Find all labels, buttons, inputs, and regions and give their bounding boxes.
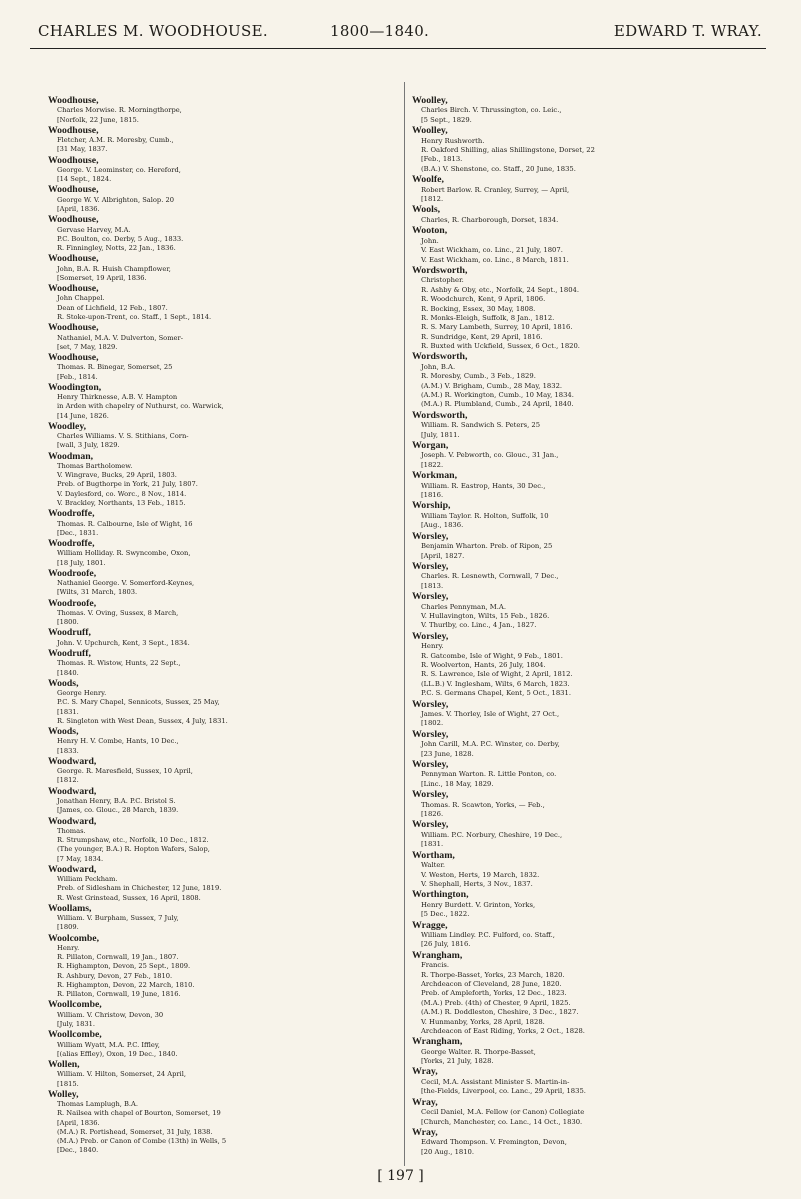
entry-name: Wordsworth,	[412, 351, 468, 363]
entry	[48, 422, 408, 451]
entry-line: V. Shephall, Herts, 3 Nov., 1837.	[421, 879, 533, 888]
entry	[48, 599, 408, 628]
entry-line: William. P.C. Norbury, Cheshire, 19 Dec.,	[421, 830, 563, 839]
entry-line: [5 Sept., 1829.	[421, 115, 472, 124]
entry-line: [Yorks, 21 July, 1828.	[421, 1057, 494, 1066]
entry-line: Nathaniel, M.A. V. Dulverton, Somer-	[57, 333, 183, 342]
entry-name: Wray,	[412, 1126, 438, 1138]
entry-name: Wray,	[412, 1066, 438, 1078]
entry-line: R. Thorpe-Basset, Yorks, 23 March, 1820.	[421, 970, 565, 979]
entry	[48, 126, 408, 155]
entry-line: William. V. Hilton, Somerset, 24 April,	[57, 1070, 186, 1079]
entry-line: [26 July, 1816.	[421, 940, 471, 949]
entry-line: William. V. Christow, Devon, 30	[57, 1010, 164, 1019]
entry-line: Archdeacon of East Riding, Yorks, 2 Oct., 1828.	[421, 1026, 585, 1035]
entry-line: in Arden with chapelry of Nuthurst, co. Warwick,	[57, 402, 224, 411]
entry-line: [1815.	[57, 1079, 79, 1088]
entry-line: R. Ashby & Oby, etc., Norfolk, 24 Sept., 1804.	[421, 285, 580, 294]
entry	[412, 501, 777, 530]
entry-line: Thomas.	[57, 826, 86, 835]
entry-line: Henry Thirknesse, A.B. V. Hampton	[57, 393, 178, 402]
entry-line: R. Finningley, Notts, 22 Jan., 1836.	[57, 244, 176, 253]
entry	[48, 628, 408, 648]
entry-name: Worsley,	[412, 591, 449, 603]
entry-line: [20 Aug., 1810.	[421, 1147, 475, 1156]
entry	[48, 156, 408, 185]
entry-line: P.C. S. Germans Chapel, Kent, 5 Oct., 1831.	[421, 689, 571, 698]
entry-line: [Dec., 1840.	[57, 1146, 99, 1155]
entry-line: Thomas. R. Scawton, Yorks, — Feb.,	[421, 800, 545, 809]
entry-line: [1800.	[57, 618, 79, 627]
entry-line: Henry Rushworth.	[421, 136, 485, 145]
entry-line: [James, co. Glouc., 28 March, 1839.	[57, 806, 179, 815]
entry-line: [April, 1836.	[57, 1118, 100, 1127]
entry	[412, 951, 777, 1036]
entry-line: [April, 1836.	[57, 205, 100, 214]
entry-line: R. Stoke-upon-Trent, co. Staff., 1 Sept., 1814.	[57, 312, 212, 321]
entry-line: William Taylor. R. Holton, Suffolk, 10	[421, 511, 549, 520]
entry-name: Woodhouse,	[48, 214, 99, 226]
entry	[48, 1030, 408, 1059]
entry	[48, 452, 408, 509]
entry-line: [1822.	[421, 460, 444, 469]
entry-name: Woodward,	[48, 755, 97, 767]
entry-name: Woodhouse,	[48, 154, 99, 166]
left-column	[48, 96, 408, 1157]
entry	[48, 865, 408, 903]
entry-name: Woollcombe,	[48, 1029, 102, 1041]
entry-line: [14 Sept., 1824.	[57, 175, 112, 184]
entry-line: [14 June, 1826.	[57, 411, 109, 420]
entry-line: Pennyman Warton. R. Little Ponton, co.	[421, 770, 557, 779]
entry	[412, 471, 777, 500]
entry	[412, 790, 777, 819]
entry-line: (LL.B.) V. Inglesham, Wilts, 6 March, 1823.	[421, 679, 570, 688]
header-left: CHARLES M. WOODHOUSE.	[38, 22, 268, 40]
entry	[48, 539, 408, 568]
entry	[48, 254, 408, 283]
entry-line: Cecil Daniel, M.A. Fellow (or Canon) Collegiate	[421, 1108, 585, 1117]
entry-line: R. Pillaton, Cornwall, 19 June, 1816.	[57, 990, 181, 999]
header-center: 1800—1840.	[330, 22, 430, 40]
entry-line: [1802.	[421, 719, 444, 728]
entry-line: Charles, R. Charborough, Dorset, 1834.	[421, 215, 559, 224]
entry-line: V. East Wickham, co. Linc., 21 July, 1807.	[421, 246, 563, 255]
entry	[48, 284, 408, 322]
entry-name: Woodhouse,	[48, 124, 99, 136]
entry-name: Woollams,	[48, 902, 92, 914]
entry	[48, 904, 408, 933]
entry-line: George. R. Maresfield, Sussex, 10 April,	[57, 767, 193, 776]
entry-name: Wray,	[412, 1096, 438, 1108]
entry-line: John Chappel.	[57, 294, 105, 303]
entry-line: Preb. of Ampleforth, Yorks, 12 Dec., 1823.	[421, 989, 567, 998]
entry-line: (M.A.) Preb. or Canon of Combe (13th) in Wells, 5	[57, 1137, 227, 1146]
entry-line: Nathaniel George. V. Somerford-Keynes,	[57, 579, 195, 588]
entry-line: John.	[421, 236, 439, 245]
entry-name: Worthington,	[412, 889, 469, 901]
entry-line: [1833.	[57, 746, 79, 755]
entry	[412, 1067, 777, 1096]
entry-line: [Dec., 1831.	[57, 528, 99, 537]
entry-line: R. Bocking, Essex, 30 May, 1808.	[421, 304, 536, 313]
entry-line: P.C. Boulton, co. Derby, 5 Aug., 1833.	[57, 234, 184, 243]
entry-line: Gervase Harvey, M.A.	[57, 225, 131, 234]
entry-line: [1813.	[421, 581, 444, 590]
page-number: [ 197 ]	[377, 1168, 424, 1184]
entry-line: V. Weston, Herts, 19 March, 1832.	[421, 870, 540, 879]
entry-name: Woodroffe,	[48, 537, 95, 549]
entry-line: Thomas. R. Calbourne, Isle of Wight, 16	[57, 519, 193, 528]
entry-name: Woolley,	[412, 125, 448, 137]
entry-line: Preb. of Bugthorpe in York, 21 July, 1807.	[57, 480, 198, 489]
entry-line: V. Brackley, Northants, 13 Feb., 1815.	[57, 498, 186, 507]
entry-line: George W. V. Albrighton, Salop. 20	[57, 195, 174, 204]
entry-line: R. Gatcombe, Isle of Wight, 9 Feb., 1801.	[421, 651, 563, 660]
entry-name: Wollen,	[48, 1059, 80, 1071]
entry-line: Charles. R. Lesnewth, Cornwall, 7 Dec.,	[421, 572, 559, 581]
entry-line: Archdeacon of Cleveland, 28 June, 1820.	[421, 980, 562, 988]
entry-line: [1809.	[57, 923, 79, 932]
entry-line: Henry Burdett. V. Grinton, Yorks,	[421, 900, 536, 909]
entry	[412, 226, 777, 265]
entry-line: Charles Williams. V. S. Stithians, Corn-	[57, 432, 189, 441]
entry-name: Woodley,	[48, 420, 87, 432]
entry-line: Christopher.	[421, 276, 464, 285]
entry-name: Worsley,	[412, 789, 449, 801]
entry-name: Woodhouse,	[48, 184, 99, 196]
entry-line: R. Nailsea with chapel of Bourton, Somerset, 19	[57, 1109, 221, 1118]
entry-name: Wolley,	[48, 1088, 79, 1100]
entry-line: [set, 7 May, 1829.	[57, 342, 118, 351]
entry-name: Woodroofe,	[48, 597, 97, 609]
entry-line: James. V. Thorley, Isle of Wight, 27 Oct.,	[421, 710, 560, 718]
entry-line: Henry H. V. Combe, Hants, 10 Dec.,	[57, 737, 179, 746]
entry	[412, 921, 777, 950]
entry	[412, 411, 777, 440]
entry-line: R. Sundridge, Kent, 29 April, 1816.	[421, 332, 543, 341]
entry-line: V. Thurlby, co. Linc., 4 Jan., 1827.	[421, 621, 537, 630]
entry-line: V. Hullavington, Wilts, 15 Feb., 1826.	[421, 612, 550, 621]
entry-line: Charles Pennyman, M.A.	[421, 602, 506, 611]
entry-name: Worsley,	[412, 758, 449, 770]
entry	[48, 1060, 408, 1089]
entry	[412, 820, 777, 849]
entry-name: Woolley,	[412, 95, 448, 106]
entry-name: Woollcombe,	[48, 999, 102, 1011]
entry-line: R. Singleton with West Dean, Sussex, 4 July, 1831.	[57, 716, 228, 725]
entry-line: [Wilts, 31 March, 1803.	[57, 588, 138, 597]
entry-line: Edward Thompson. V. Fremington, Devon,	[421, 1138, 567, 1147]
entry-line: Joseph. V. Pebworth, co. Glouc., 31 Jan.,	[421, 451, 559, 460]
entry-line: [Somerset, 19 April, 1836.	[57, 273, 147, 282]
entry-line: [(alias Effley), Oxon, 19 Dec., 1840.	[57, 1049, 178, 1058]
entry-line: [wall, 3 July, 1829.	[57, 441, 120, 450]
entry-name: Woodward,	[48, 863, 97, 875]
entry-name: Wortham,	[412, 849, 455, 861]
entry	[48, 817, 408, 864]
entry-line: William. R. Eastrop, Hants, 30 Dec.,	[421, 481, 546, 490]
entry-line: [31 May, 1837.	[57, 145, 108, 154]
entry-line: [1831.	[57, 707, 79, 716]
entry-line: P.C. S. Mary Chapel, Sennicots, Sussex, 25 May,	[57, 698, 220, 707]
entry-name: Worsley,	[412, 560, 449, 572]
entry	[412, 1037, 777, 1066]
entry	[48, 649, 408, 678]
entry-line: R. Ashbury, Devon, 27 Feb., 1810.	[57, 971, 173, 980]
entry	[48, 787, 408, 816]
entry-name: Worship,	[412, 500, 451, 512]
entry-name: Woodhouse,	[48, 253, 99, 265]
entry-line: R. Highampton, Devon, 25 Sept., 1809.	[57, 962, 191, 971]
entry-line: R. Woodchurch, Kent, 9 April, 1806.	[421, 295, 546, 304]
entry-line: Preb. of Sidlesham in Chichester, 12 June, 1819.	[57, 884, 222, 893]
entry-line: Thomas Lamplugh, B.A.	[57, 1100, 139, 1109]
entry	[48, 679, 408, 726]
entry-line: (B.A.) V. Shenstone, co. Staff., 20 June, 1835.	[421, 164, 576, 173]
entry	[412, 851, 777, 890]
entry-line: Thomas. R. Wistow, Hunts, 22 Sept.,	[57, 659, 181, 668]
entry-line: Charles Birch. V. Thrussington, co. Leic.,	[421, 106, 562, 115]
entry-line: R. Highampton, Devon, 22 March, 1810.	[57, 980, 195, 989]
entry-name: Wordsworth,	[412, 409, 468, 421]
entry-line: Benjamin Wharton. Preb. of Ripon, 25	[421, 542, 553, 551]
entry-line: R. Moresby, Cumb., 3 Feb., 1829.	[421, 372, 536, 381]
entry-line: Walter.	[421, 861, 446, 870]
entry	[412, 1098, 777, 1127]
entry-name: Worsley,	[412, 530, 449, 542]
entry	[412, 205, 777, 225]
entry-line: R. S. Lawrence, Isle of Wight, 2 April, 1812.	[421, 670, 573, 679]
entry-line: John, B.A.	[421, 362, 456, 371]
entry-line: Jonathan Henry, B.A. P.C. Bristol S.	[57, 797, 176, 806]
entry	[412, 760, 777, 789]
entry-line: Cecil, M.A. Assistant Minister S. Martin-in-	[421, 1077, 570, 1086]
entry-line: [Feb., 1814.	[57, 372, 98, 381]
entry	[412, 730, 777, 759]
entry-name: Woodruff,	[48, 647, 91, 659]
entry	[48, 96, 408, 125]
entry	[412, 96, 777, 125]
entry-name: Woolfe,	[412, 174, 444, 186]
entry-line: Thomas. V. Oving, Sussex, 8 March,	[57, 608, 179, 617]
entry-line: John. V. Upchurch, Kent, 3 Sept., 1834.	[57, 638, 190, 647]
header-right: EDWARD T. WRAY.	[613, 22, 762, 40]
entry-line: (M.A.) Preb. (4th) of Chester, 9 April, 1825.	[421, 998, 571, 1007]
entry-line: [the-Fields, Liverpool, co. Lanc., 29 April, 1835.	[421, 1087, 586, 1096]
entry-name: Woodroofe,	[48, 567, 97, 579]
entry	[48, 185, 408, 214]
entry-name: Wrangham,	[412, 1036, 463, 1048]
entry-line: R. West Grinstead, Sussex, 16 April, 1808.	[57, 893, 201, 902]
entry-line: [1812.	[421, 195, 444, 204]
entry	[48, 383, 408, 421]
entry-line: V. Wingrave, Bucks, 29 April, 1803.	[57, 471, 177, 480]
entry	[412, 441, 777, 470]
entry	[412, 592, 777, 631]
entry-line: [1831.	[421, 840, 444, 849]
entry-line: V. East Wickham, co. Linc., 8 March, 1811.	[421, 255, 569, 264]
right-column	[412, 96, 777, 1158]
entry-line: [1826.	[421, 810, 444, 819]
entry-name: Worgan,	[412, 440, 449, 451]
entry-line: (A.M.) V. Brigham, Cumb., 28 May, 1832.	[421, 381, 563, 390]
entry-name: Worsley,	[412, 698, 449, 710]
entry-line: William. R. Sandwich S. Peters, 25	[421, 421, 541, 430]
entry-name: Wrangham,	[412, 949, 463, 961]
entry	[412, 126, 777, 174]
entry	[48, 353, 408, 382]
entry-line: [April, 1827.	[421, 551, 465, 560]
entry-line: George Henry.	[57, 689, 107, 698]
entry-name: Woodward,	[48, 785, 97, 797]
entry	[412, 700, 777, 729]
entry-line: William Lindley. P.C. Fulford, co. Staff.,	[421, 931, 555, 940]
entry	[48, 727, 408, 756]
entry-name: Woolcombe,	[48, 932, 100, 944]
entry-name: Woodroffe,	[48, 508, 95, 520]
entry-line: William Peckham.	[57, 875, 118, 884]
entry-line: [23 June, 1828.	[421, 749, 474, 758]
entry-line: R. Oakford Shilling, alias Shillingstone, Dorset, 22	[421, 146, 595, 155]
entry-name: Woodruff,	[48, 627, 91, 639]
entry-line: William. V. Burpham, Sussex, 7 July,	[57, 914, 179, 923]
entry	[48, 215, 408, 253]
entry	[412, 632, 777, 699]
entry-line: (M.A.) R. Portishead, Somerset, 31 July, 1838.	[57, 1127, 213, 1136]
entry-name: Woods,	[48, 726, 79, 738]
entry-line: Charles Morwise. R. Morningthorpe,	[57, 106, 182, 115]
entry-line: [Church, Manchester, co. Lanc., 14 Oct., 1830.	[421, 1117, 583, 1126]
entry-line: [Feb., 1813.	[421, 155, 463, 164]
entry-line: [July, 1831.	[57, 1019, 96, 1028]
entry	[48, 509, 408, 538]
entry-line: Thomas Bartholomew.	[57, 461, 133, 470]
entry-line: V. Daylesford, co. Worc., 8 Nov., 1814.	[57, 489, 187, 498]
entry-name: Woodhouse,	[48, 351, 99, 363]
entry-line: (M.A.) R. Plumbland, Cumb., 24 April, 1840.	[421, 400, 574, 409]
entry-line: Thomas. R. Binegar, Somerset, 25	[57, 363, 173, 372]
entry-line: Fletcher, A.M. R. Moresby, Cumb.,	[57, 136, 174, 145]
entry	[48, 323, 408, 352]
entry-line: William Wyatt, M.A. P.C. Iffley,	[57, 1040, 160, 1049]
entry	[48, 757, 408, 786]
entry	[412, 352, 777, 409]
entry-line: R. S. Mary Lambeth, Surrey, 10 April, 1816.	[421, 323, 573, 332]
entry-name: Wools,	[412, 204, 441, 216]
entry-line: George. V. Leominster, co. Hereford,	[57, 165, 181, 174]
entry	[48, 1000, 408, 1029]
entry-line: [1816.	[421, 491, 444, 500]
entry-name: Woodhouse,	[48, 283, 99, 295]
entry	[412, 1128, 777, 1157]
entry-name: Woods,	[48, 677, 79, 689]
entry-line: [Norfolk, 22 June, 1815.	[57, 115, 139, 124]
entry-name: Worsley,	[412, 630, 449, 642]
entry-line: V. Hunmanby, Yorks, 28 April, 1828.	[421, 1017, 545, 1026]
entry	[412, 562, 777, 591]
entry	[48, 1090, 408, 1156]
entry-line: [1812.	[57, 776, 79, 785]
entry	[48, 934, 408, 1000]
entry-line: John Carill, M.A. P.C. Winster, co. Derby,	[421, 740, 560, 749]
entry-line: (A.M.) R. Workington, Cumb., 10 May, 1834.	[421, 391, 574, 400]
entry	[48, 569, 408, 598]
entry-line: [July, 1811.	[421, 430, 460, 439]
entry-name: Wooton,	[412, 225, 448, 237]
entry-line: R. Pillaton, Cornwall, 19 Jan., 1807.	[57, 953, 179, 962]
entry-line: Robert Barlow. R. Cranley, Surrey, — April,	[421, 185, 570, 194]
entry-line: John, B.A. R. Huish Champflower,	[57, 264, 171, 273]
entry-line: Henry.	[57, 944, 80, 952]
entry-line: R. Buxted with Uckfield, Sussex, 6 Oct., 1820.	[421, 342, 580, 351]
entry-line: (A.M.) R. Doddleston, Cheshire, 3 Dec., 1827.	[421, 1008, 579, 1017]
entry-name: Woodman,	[48, 450, 94, 462]
running-header	[30, 14, 766, 49]
entry-line: Francis.	[421, 961, 450, 970]
entry-line: [Linc., 18 May, 1829.	[421, 779, 494, 788]
entry	[412, 890, 777, 919]
entry-name: Woodhouse,	[48, 322, 99, 334]
entry	[412, 266, 777, 351]
entry-line: Henry.	[421, 642, 444, 651]
entry-name: Woodward,	[48, 815, 97, 827]
entry-name: Worsley,	[412, 819, 449, 831]
entry-line: R. Strumpshaw, etc., Norfolk, 10 Dec., 1812.	[57, 836, 209, 845]
entry-line: R. Monks-Eleigh, Suffolk, 8 Jan., 1812.	[421, 313, 555, 322]
entry-line: [5 Dec., 1822.	[421, 910, 470, 919]
entry-name: Wordsworth,	[412, 264, 468, 276]
entry-line: William Holliday. R. Swyncombe, Oxon,	[57, 549, 191, 558]
entry-line: (The younger, B.A.) R. Hopton Wafers, Salop,	[57, 845, 210, 854]
entry-name: Worsley,	[412, 728, 449, 740]
entry-name: Wragge,	[412, 919, 448, 931]
entry-name: Workman,	[412, 470, 458, 482]
entry-name: Woodington,	[48, 381, 102, 393]
entry-line: Dean of Lichfield, 12 Feb., 1807.	[57, 303, 168, 312]
entry-line: [7 May, 1834.	[57, 854, 104, 863]
entry-name: Woodhouse,	[48, 95, 99, 106]
entry	[412, 532, 777, 561]
entry-line: [1840.	[57, 668, 79, 677]
entry-line: [18 July, 1801.	[57, 558, 106, 567]
entry-line: George Walter. R. Thorpe-Basset,	[421, 1047, 536, 1056]
entry-line: R. Woolverton, Hants, 26 July, 1804.	[421, 661, 546, 670]
entry	[412, 175, 777, 204]
entry-line: [Aug., 1836.	[421, 521, 464, 530]
